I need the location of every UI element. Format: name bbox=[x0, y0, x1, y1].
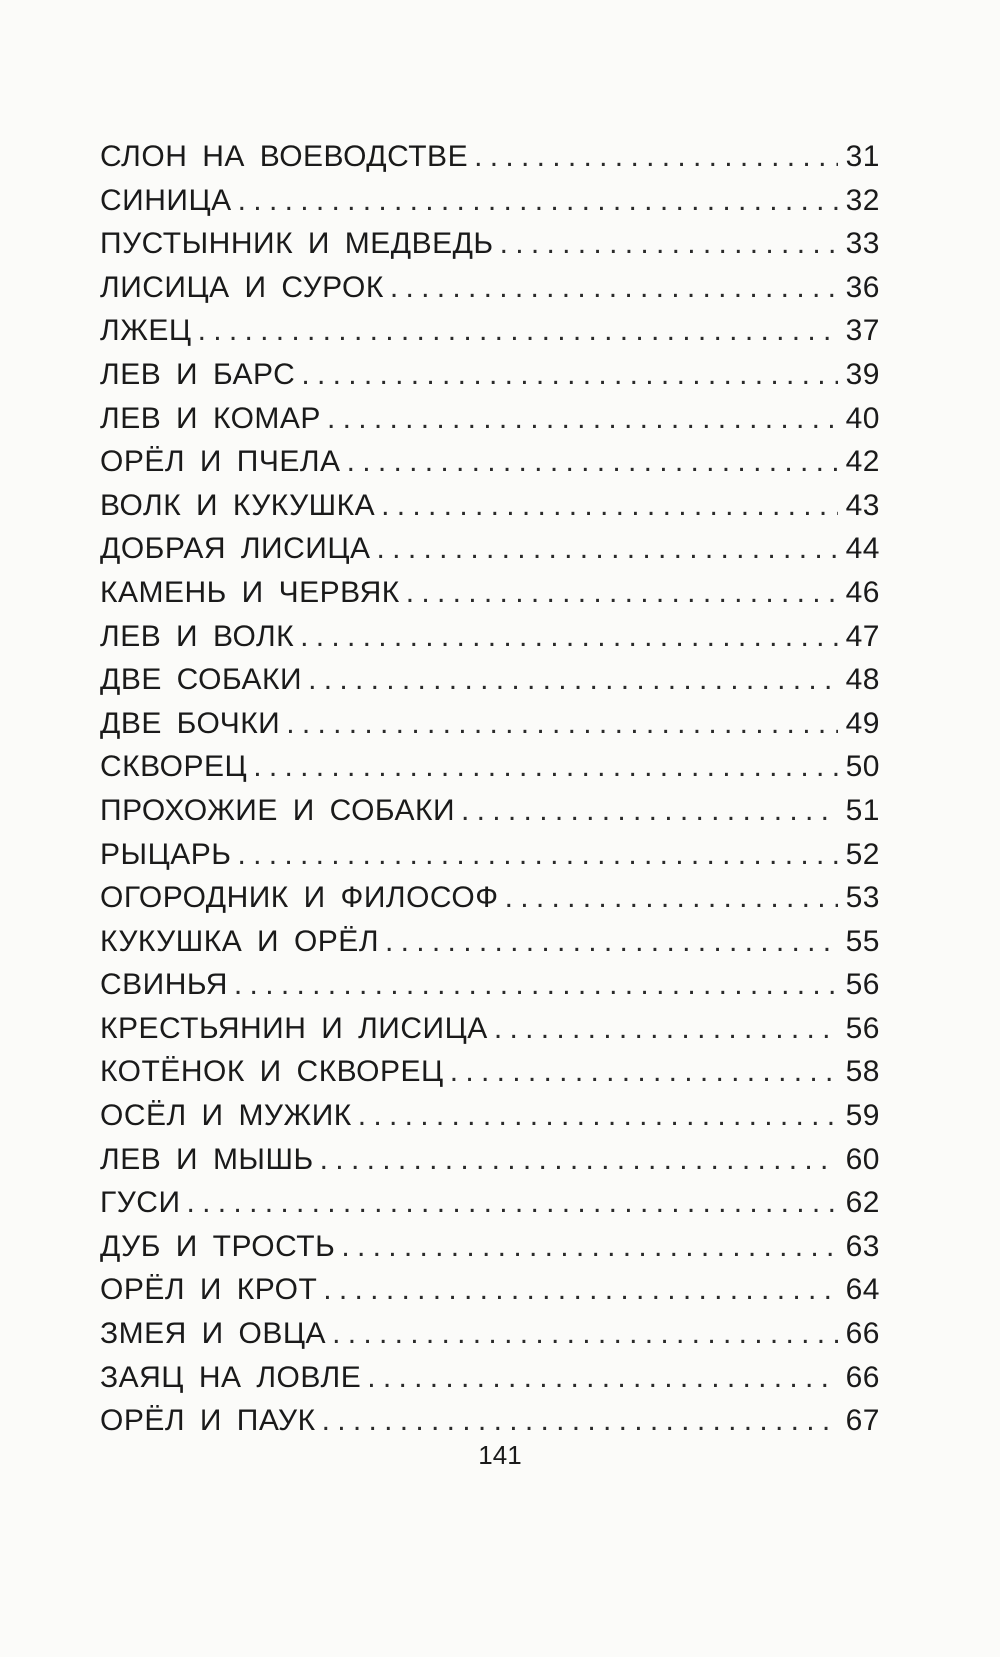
toc-entry-title: ЛЕВ И МЫШЬ bbox=[100, 1142, 314, 1176]
toc-entry[interactable] bbox=[100, 925, 880, 969]
dot-leader bbox=[332, 1317, 838, 1351]
dot-leader bbox=[500, 227, 838, 261]
toc-entry[interactable] bbox=[100, 1186, 880, 1230]
toc-entry-title: СЛОН НА ВОЕВОДСТВЕ bbox=[100, 140, 469, 173]
toc-entry-page: 32 bbox=[845, 183, 880, 217]
dot-leader bbox=[308, 663, 838, 697]
toc-entry[interactable] bbox=[100, 140, 880, 184]
toc-entry-title: СИНИЦА bbox=[100, 183, 232, 217]
toc-entry-title: ЛЕВ И КОМАР bbox=[100, 401, 321, 435]
toc-entry-title: ЛЕВ И БАРС bbox=[100, 357, 296, 391]
toc-entry-title: ОРЁЛ И ПЧЕЛА bbox=[100, 445, 341, 479]
toc-entry-page: 60 bbox=[845, 1142, 880, 1176]
toc-entry-title: ОГОРОДНИК И ФИЛОСОФ bbox=[100, 881, 499, 915]
table-of-contents bbox=[100, 140, 880, 1448]
dot-leader bbox=[474, 140, 838, 174]
page-number: 141 bbox=[478, 1440, 522, 1470]
toc-entry[interactable] bbox=[100, 707, 880, 751]
toc-entry-title: ГУСИ bbox=[100, 1186, 181, 1220]
toc-entry[interactable] bbox=[100, 663, 880, 707]
toc-entry-title: РЫЦАРЬ bbox=[100, 837, 232, 871]
toc-entry[interactable] bbox=[100, 445, 880, 489]
dot-leader bbox=[238, 184, 838, 218]
toc-entry-title: ОСЁЛ И МУЖИК bbox=[100, 1099, 352, 1133]
toc-entry-title: ЗМЕЯ И ОВЦА bbox=[100, 1317, 327, 1351]
toc-entry[interactable] bbox=[100, 1317, 880, 1361]
toc-entry-page: 36 bbox=[845, 270, 880, 304]
toc-entry[interactable] bbox=[100, 1099, 880, 1143]
dot-leader bbox=[494, 1012, 838, 1046]
dot-leader bbox=[450, 1055, 838, 1089]
toc-entry-page: 39 bbox=[845, 357, 880, 391]
dot-leader bbox=[347, 445, 838, 479]
dot-leader bbox=[237, 838, 838, 872]
toc-entry-title: КУКУШКА И ОРЁЛ bbox=[100, 924, 380, 958]
dot-leader bbox=[327, 402, 838, 436]
dot-leader bbox=[187, 1186, 838, 1220]
toc-entry[interactable] bbox=[100, 314, 880, 358]
toc-entry-page: 50 bbox=[845, 750, 880, 784]
toc-entry[interactable] bbox=[100, 489, 880, 533]
toc-entry-title: КОТЁНОК И СКВОРЕЦ bbox=[100, 1055, 444, 1089]
dot-leader bbox=[377, 532, 838, 566]
toc-entry[interactable] bbox=[100, 838, 880, 882]
dot-leader bbox=[301, 358, 838, 392]
toc-entry[interactable] bbox=[100, 1143, 880, 1187]
toc-entry[interactable] bbox=[100, 1273, 880, 1317]
toc-entry-title: ОРЁЛ И КРОТ bbox=[100, 1273, 318, 1307]
toc-entry-title: ДОБРАЯ ЛИСИЦА bbox=[100, 532, 371, 566]
toc-entry[interactable] bbox=[100, 968, 880, 1012]
toc-entry-page: 37 bbox=[845, 314, 880, 348]
dot-leader bbox=[198, 314, 838, 348]
toc-entry[interactable] bbox=[100, 402, 880, 446]
toc-entry[interactable] bbox=[100, 1012, 880, 1056]
dot-leader bbox=[320, 1143, 838, 1177]
toc-entry-page: 33 bbox=[845, 227, 880, 261]
toc-entry-page: 67 bbox=[845, 1404, 880, 1438]
toc-entry-page: 46 bbox=[845, 575, 880, 609]
toc-entry-title: ОРЁЛ И ПАУК bbox=[100, 1404, 316, 1438]
toc-entry-title: КРЕСТЬЯНИН И ЛИСИЦА bbox=[100, 1011, 488, 1045]
toc-entry[interactable] bbox=[100, 271, 880, 315]
toc-entry-page: 44 bbox=[845, 532, 880, 566]
toc-entry[interactable] bbox=[100, 184, 880, 228]
dot-leader bbox=[286, 707, 838, 741]
toc-entry-page: 51 bbox=[845, 793, 880, 827]
toc-entry-title: ПУСТЫННИК И МЕДВЕДЬ bbox=[100, 227, 494, 261]
toc-entry-page: 62 bbox=[845, 1186, 880, 1220]
dot-leader bbox=[390, 271, 838, 305]
dot-leader bbox=[234, 968, 838, 1002]
toc-entry[interactable] bbox=[100, 532, 880, 576]
toc-entry-page: 58 bbox=[845, 1055, 880, 1089]
dot-leader bbox=[505, 881, 838, 915]
toc-entry[interactable] bbox=[100, 227, 880, 271]
toc-entry-page: 42 bbox=[845, 445, 880, 479]
toc-entry-page: 43 bbox=[845, 488, 880, 522]
dot-leader bbox=[385, 925, 838, 959]
toc-entry[interactable] bbox=[100, 881, 880, 925]
toc-entry[interactable] bbox=[100, 750, 880, 794]
toc-entry[interactable] bbox=[100, 1230, 880, 1274]
toc-entry-page: 63 bbox=[845, 1229, 880, 1263]
dot-leader bbox=[323, 1273, 838, 1307]
toc-entry-title: ДВЕ СОБАКИ bbox=[100, 663, 303, 697]
toc-entry-page: 56 bbox=[845, 1011, 880, 1045]
toc-entry-title: КАМЕНЬ И ЧЕРВЯК bbox=[100, 575, 400, 609]
toc-entry-title: ПРОХОЖИЕ И СОБАКИ bbox=[100, 793, 456, 827]
toc-entry[interactable] bbox=[100, 358, 880, 402]
toc-entry-page: 66 bbox=[845, 1360, 880, 1394]
toc-entry-page: 49 bbox=[845, 706, 880, 740]
dot-leader bbox=[253, 750, 838, 784]
toc-entry-page: 56 bbox=[845, 968, 880, 1002]
toc-entry-title: ЛИСИЦА И СУРОК bbox=[100, 270, 384, 304]
dot-leader bbox=[367, 1361, 838, 1395]
toc-entry-page: 66 bbox=[845, 1317, 880, 1351]
dot-leader bbox=[322, 1404, 838, 1438]
toc-entry[interactable] bbox=[100, 576, 880, 620]
toc-entry-page: 48 bbox=[845, 663, 880, 697]
toc-entry-title: ЛЕВ И ВОЛК bbox=[100, 619, 295, 653]
toc-entry[interactable] bbox=[100, 620, 880, 664]
toc-entry-page: 59 bbox=[845, 1099, 880, 1133]
toc-entry-title: ВОЛК И КУКУШКА bbox=[100, 488, 376, 522]
toc-entry-page: 64 bbox=[845, 1273, 880, 1307]
toc-entry-title: ДВЕ БОЧКИ bbox=[100, 706, 281, 740]
toc-entry[interactable] bbox=[100, 1361, 880, 1405]
toc-entry-page: 40 bbox=[845, 401, 880, 435]
dot-leader bbox=[358, 1099, 838, 1133]
toc-entry[interactable] bbox=[100, 794, 880, 838]
toc-entry-title: СКВОРЕЦ bbox=[100, 750, 248, 784]
dot-leader bbox=[300, 620, 838, 654]
toc-entry-page: 31 bbox=[845, 140, 880, 173]
toc-entry[interactable] bbox=[100, 1055, 880, 1099]
dot-leader bbox=[406, 576, 838, 610]
toc-entry-title: ДУБ И ТРОСТЬ bbox=[100, 1229, 336, 1263]
toc-entry-page: 52 bbox=[845, 837, 880, 871]
toc-entry-title: ЗАЯЦ НА ЛОВЛЕ bbox=[100, 1360, 362, 1394]
toc-entry-page: 53 bbox=[845, 881, 880, 915]
toc-entry-page: 47 bbox=[845, 619, 880, 653]
dot-leader bbox=[341, 1230, 838, 1264]
toc-entry-page: 55 bbox=[845, 924, 880, 958]
toc-entry-title: ЛЖЕЦ bbox=[100, 314, 192, 348]
dot-leader bbox=[381, 489, 838, 523]
toc-entry-title: СВИНЬЯ bbox=[100, 968, 228, 1002]
dot-leader bbox=[461, 794, 838, 828]
